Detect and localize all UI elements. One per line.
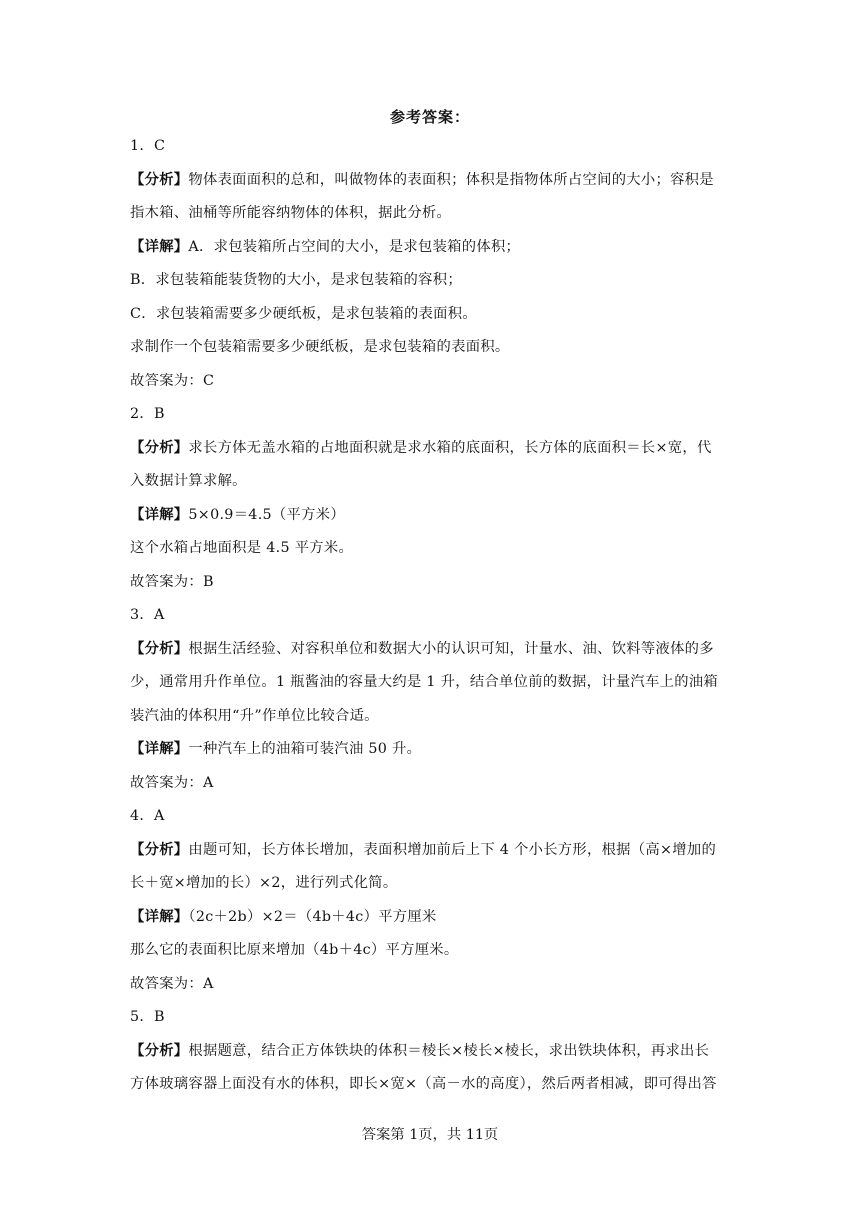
line-text: 4．A — [130, 808, 165, 824]
line-text: 2．B — [130, 406, 165, 422]
line-text: 故答案为：A — [130, 975, 214, 992]
answer-content — [130, 130, 735, 1102]
section-tag: 【分析】 — [130, 439, 189, 456]
answer-line — [130, 700, 735, 734]
section-tag: 【分析】 — [130, 171, 189, 188]
answer-line — [130, 532, 735, 566]
answer-line — [130, 432, 735, 466]
line-text: 故答案为：B — [130, 573, 214, 590]
section-tag: 【分析】 — [130, 841, 189, 858]
line-text: C．求包装箱需要多少硬纸板，是求包装箱的表面积。 — [130, 305, 477, 322]
answer-line — [130, 968, 735, 1002]
answer-line — [130, 800, 735, 834]
answer-line — [130, 264, 735, 298]
line-text: 这个水箱占地面积是 4.5 平方米。 — [130, 540, 354, 556]
line-text: 求长方体无盖水箱的占地面积就是求水箱的底面积，长方体的底面积＝长×宽，代 — [188, 439, 712, 456]
answer-line — [130, 767, 735, 801]
answer-line — [130, 231, 735, 265]
section-tag: 【详解】 — [130, 908, 189, 925]
line-text: 5．B — [130, 1009, 165, 1025]
line-text: 5×0.9＝4.5（平方米） — [188, 506, 345, 523]
section-tag: 【详解】 — [130, 238, 189, 255]
answer-line — [130, 867, 735, 901]
answer-line — [130, 733, 735, 767]
line-text: 指木箱、油桶等所能容纳物体的体积，据此分析。 — [130, 205, 452, 221]
line-text: （2c＋2b）×2＝（4b＋4c）平方厘米 — [188, 908, 437, 925]
line-text: B．求包装箱能装货物的大小，是求包装箱的容积； — [130, 272, 462, 288]
answer-line — [130, 197, 735, 231]
answer-line — [130, 566, 735, 600]
answer-line — [130, 298, 735, 332]
answer-line — [130, 365, 735, 399]
line-text: 那么它的表面积比原来增加（4b＋4c）平方厘米。 — [130, 942, 459, 958]
line-text: 由题可知，长方体长增加，表面积增加前后上下 4 个小长方形，根据（高×增加的 — [188, 841, 717, 858]
section-tag: 【分析】 — [130, 1042, 189, 1059]
section-tag: 【详解】 — [130, 741, 189, 757]
line-text: 装汽油的体积用“升”作单位比较合适。 — [130, 707, 379, 724]
line-text: 方体玻璃容器上面没有水的体积，即长×宽×（高－水的高度），然后两者相减，即可得出答 — [130, 1076, 717, 1092]
page-footer: 答案第 1页，共 11页 — [361, 1127, 499, 1143]
answer-line — [130, 164, 735, 198]
answer-line — [130, 599, 735, 633]
line-text: 故答案为：A — [130, 774, 214, 791]
line-text: A．求包装箱所占空间的大小，是求包装箱的体积； — [188, 238, 521, 255]
page-title: 参考答案： — [389, 108, 470, 126]
answer-line — [130, 331, 735, 365]
answer-line — [130, 1068, 735, 1102]
line-text: 根据题意，结合正方体铁块的体积＝棱长×棱长×棱长，求出铁块体积，再求出长 — [188, 1042, 710, 1059]
line-text: 长＋宽×增加的长）×2，进行列式化简。 — [130, 875, 398, 891]
answer-line — [130, 1035, 735, 1069]
answer-line — [130, 130, 735, 164]
answer-line — [130, 633, 735, 667]
line-text: 故答案为：C — [130, 372, 215, 389]
answer-line — [130, 398, 735, 432]
answer-line — [130, 834, 735, 868]
answer-line — [130, 934, 735, 968]
line-text: 3．A — [130, 607, 165, 623]
section-tag: 【详解】 — [130, 506, 189, 523]
line-text: 物体表面面积的总和，叫做物体的表面积；体积是指物体所占空间的大小；容积是 — [188, 171, 714, 188]
answer-line — [130, 666, 735, 700]
line-text: 少，通常用升作单位。1 瓶酱油的容量大约是 1 升，结合单位前的数据，计量汽车上的油箱 — [130, 674, 719, 690]
answer-line — [130, 901, 735, 935]
section-tag: 【分析】 — [130, 640, 189, 657]
line-text: 一种汽车上的油箱可装汽油 50 升。 — [188, 741, 422, 757]
answer-line — [130, 465, 735, 499]
line-text: 1．C — [130, 138, 166, 154]
answer-line — [130, 1001, 735, 1035]
line-text: 根据生活经验、对容积单位和数据大小的认识可知，计量水、油、饮料等液体的多 — [188, 640, 714, 657]
line-text: 入数据计算求解。 — [130, 473, 247, 489]
line-text: 求制作一个包装箱需要多少硬纸板，是求包装箱的表面积。 — [130, 339, 510, 355]
answer-line — [130, 499, 735, 533]
